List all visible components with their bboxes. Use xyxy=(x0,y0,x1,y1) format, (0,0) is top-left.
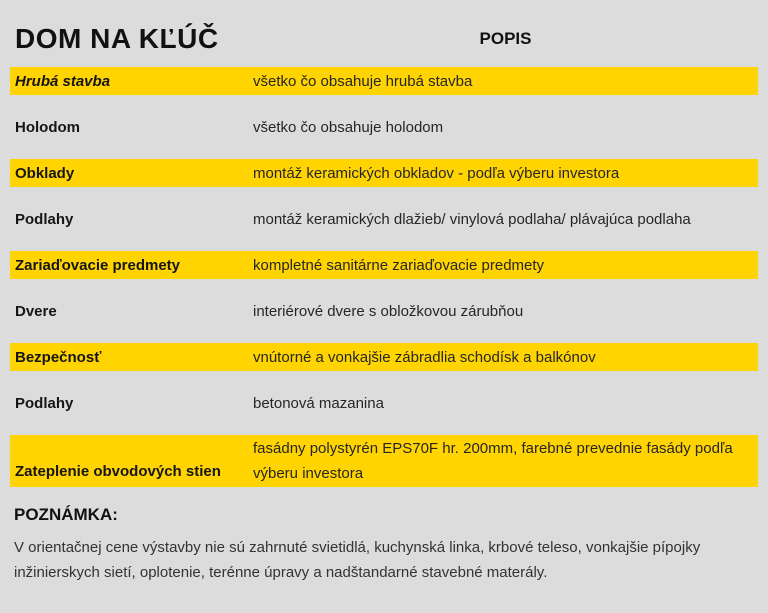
note-text: V orientačnej cene výstavby nie sú zahrnuté svietidlá, kuchynská linka, krbové teleso, vonkajšie pípojky inžinierskych sietí, oplotenie, terénne úpravy a nadštandarné stavebné materály. xyxy=(14,539,701,581)
table-row xyxy=(10,113,758,141)
row-label: Podlahy xyxy=(15,210,74,228)
table-row xyxy=(10,389,758,417)
table-row xyxy=(10,297,758,325)
header xyxy=(0,0,768,67)
table-row xyxy=(10,205,758,233)
table-row xyxy=(10,343,758,371)
row-label: Obklady xyxy=(15,164,75,182)
row-description: kompletné sanitárne zariaďovacie predmety xyxy=(253,256,545,274)
row-description: vnútorné a vonkajšie zábradlia schodísk a balkónov xyxy=(253,348,596,366)
row-description: interiérové dvere s obložkovou zárubňou xyxy=(253,302,524,320)
table-row xyxy=(10,159,758,187)
row-description: montáž keramických obkladov - podľa výberu investora xyxy=(253,164,620,182)
note-section xyxy=(14,505,754,585)
items-table xyxy=(10,67,758,487)
note-heading: POZNÁMKA: xyxy=(14,505,118,524)
row-description: montáž keramických dlažieb/ vinylová podlaha/ plávajúca podlaha xyxy=(253,210,691,228)
table-row xyxy=(10,67,758,95)
table-row xyxy=(10,251,758,279)
row-description: betonová mazanina xyxy=(253,394,384,412)
title-area xyxy=(10,23,253,55)
row-label: Podlahy xyxy=(15,394,74,412)
table-row xyxy=(10,435,758,487)
row-label: Hrubá stavba xyxy=(15,72,111,90)
description-column-header: POPIS xyxy=(479,28,532,48)
page-title: DOM NA KĽÚČ xyxy=(15,22,219,54)
row-label: Zariaďovacie predmety xyxy=(15,256,181,274)
row-label: Zateplenie obvodových stien xyxy=(15,463,221,480)
row-description: všetko čo obsahuje hrubá stavba xyxy=(253,72,473,90)
row-description: fasádny polystyrén EPS70F hr. 200mm, farebné prevednie fasády podľa výberu investora xyxy=(253,440,733,482)
row-label: Dvere xyxy=(15,302,57,320)
row-label: Bezpečnosť xyxy=(15,348,102,366)
description-column-header-area xyxy=(253,29,758,49)
row-description: všetko čo obsahuje holodom xyxy=(253,118,444,136)
row-label: Holodom xyxy=(15,118,80,136)
